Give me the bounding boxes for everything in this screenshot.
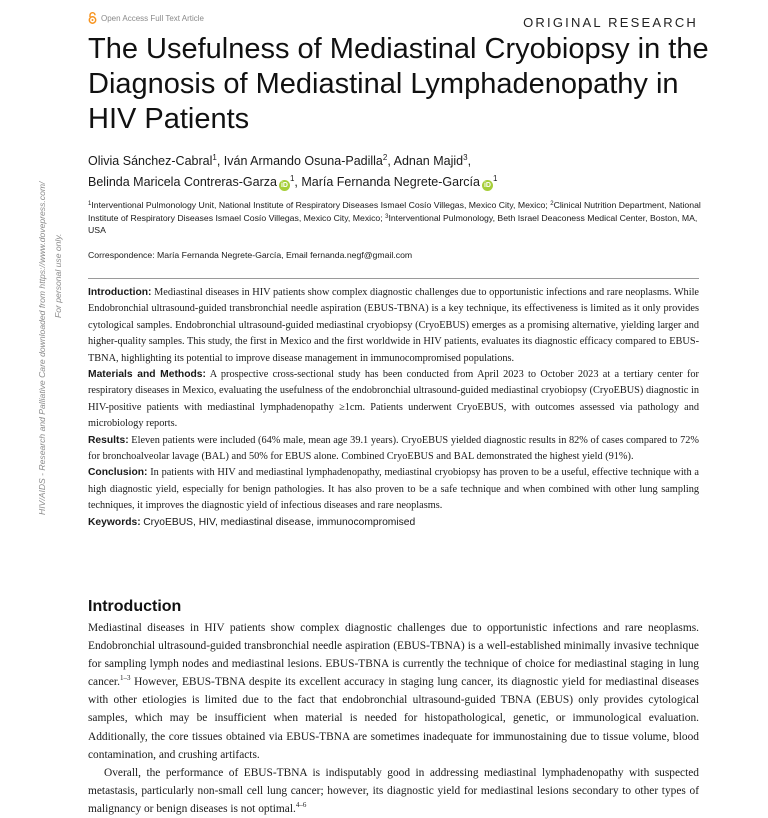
abstract [88, 285, 699, 531]
author-affiliation-ref: 1 [212, 153, 217, 162]
author-affiliation-ref: 1 [289, 174, 295, 183]
paragraph-text: Mediastinal diseases in HIV patients show complex diagnostic challenges due to opportunistic infections and rare neoplasms. Endobronchial ultrasound-guided transbronchial needle aspiration (EBUS-TBNA) is a well-established minimally invasive technique for sampling lymph nodes and mediastinal lesions. EBUS-TBNA is currently the technique of choice for mediastinal staging in lung cancer. [88, 622, 699, 689]
abstract-label: Results: [88, 434, 129, 446]
author-separator: , [467, 154, 472, 168]
author-name: Iván Armando Osuna-Padilla [223, 154, 383, 168]
orcid-icon[interactable]: iD [280, 182, 288, 189]
citation-link[interactable]: 4–6 [295, 800, 307, 809]
author-name: María Fernanda Negrete-García [301, 175, 480, 189]
introduction-paragraph [88, 619, 699, 764]
abstract-results [88, 433, 699, 466]
correspondence: Correspondence: María Fernanda Negrete-García, Email fernanda.negf@gmail.com [88, 250, 413, 260]
paragraph-text: However, EBUS-TBNA despite its excellent accuracy in staging lung cancer, its diagnostic yield for mediastinal diseases with other etiologies is limited due to the fact that endobronchial ultrasound-guided TBNA (EBUS) only provides cytological samples, which may be insufficient when material is needed for histopathological, genetic, or immunological evaluation. Additionally, the core tissues obtained via EBUS-TBNA are sometimes inadequate for immunostaining due to tissue volume, blood contamination, and crushing artifacts. [88, 676, 699, 761]
affiliation-number: 1 [88, 201, 92, 207]
abstract-methods [88, 367, 699, 433]
abstract-text: In patients with HIV and mediastinal lymphadenopathy, mediastinal cryobiopsy has proven to be a useful, effective technique with a high diagnostic yield, especially for benign pathologies. It has also proven to be a safe technique and when combined with other lung sampling techniques, it improves the diagnostic yield of infectious diseases and rare neoplasms. [88, 467, 699, 512]
author-name: Adnan Majid [393, 154, 464, 168]
author-list [88, 151, 728, 193]
affiliation-number: 2 [550, 201, 554, 207]
abstract-label: Conclusion: [88, 467, 148, 479]
keywords-text: CryoEBUS, HIV, mediastinal disease, immunocompromised [143, 516, 416, 528]
citation-link[interactable]: 1–3 [119, 674, 131, 683]
orcid-icon[interactable]: iD [483, 182, 491, 189]
abstract-text: A prospective cross-sectional study has been conducted from April 2023 to October 2023 at a tertiary center for respiratory diseases in Mexico, evaluating the usefulness of the endobronchial ultrasound-guided mediastinal cryobiopsy (CryoEBUS) diagnostic in HIV-positive patients with mediastinal lymphadenopathy ≥1cm. Patients underwent CryoEBUS, with outcomes assessed via pathology and microbiology reports. [88, 369, 699, 430]
open-access-row [88, 12, 204, 24]
paragraph-text: Overall, the performance of EBUS-TBNA is indisputably good in addressing mediastinal lymphadenopathy with suspected metastasis, particularly non-small cell lung cancer; however, its diagnostic yield for mediastinal lesions secondary to other types of malignancy or benign diseases is not optimal. [88, 766, 699, 815]
article-title: The Usefulness of Mediastinal Cryobiopsy in the Diagnosis of Mediastinal Lymphadenopathy in HIV Patients [88, 33, 709, 135]
author-separator: , [294, 175, 302, 189]
affiliation-number: 3 [385, 213, 389, 220]
abstract-text: Mediastinal diseases in HIV patients show complex diagnostic challenges due to opportunistic infections and rare neoplasms. While Endobronchial ultrasound-guided transbronchial needle aspiration (EBUS-TBNA) is a key technique, its effectiveness is limited as it only provides cytological samples. Endobronchial ultrasound-guided mediastinal cryobiopsy (CryoEBUS) emerges as a promising alternative, yielding larger and higher-quality samples. This study, the first in Mexico and the first worldwide in HIV patients, evaluates its diagnostic efficacy compared to EBUS-TBNA, highlighting its potential to improve disease management in immunocompromised populations. [88, 287, 699, 364]
abstract-label: Keywords: [88, 516, 141, 528]
open-access-label: Open Access Full Text Article [101, 13, 205, 23]
abstract-keywords [88, 515, 699, 531]
author-affiliation-ref: 2 [382, 153, 388, 162]
author-name: Belinda Maricela Contreras-Garza [88, 175, 277, 189]
side-download-note [4, 150, 82, 530]
affiliation-text: Clinical Nutrition Department, National Institute of Respiratory Diseases Ismael Cosío Villegas, Mexico City, Mexico; [88, 200, 701, 223]
side-note-line-1: HIV/AIDS - Research and Palliative Care downloaded from https://www.dovepress.com/ [37, 181, 47, 515]
abstract-label: Introduction: [88, 287, 152, 298]
side-note-line-2: For personal use only. [53, 233, 63, 318]
introduction-paragraph [88, 764, 699, 818]
abstract-divider [88, 278, 699, 279]
abstract-text: Eleven patients were included (64% male, mean age 39.1 years). CryoEBUS yielded diagnostic results in 82% of cases compared to 72% for bronchoalveolar lavage (BAL) and 50% for EBUS alone. Combined CryoEBUS and BAL demonstrated the highest yield (91%). [88, 434, 699, 463]
abstract-introduction [88, 285, 699, 367]
introduction-body [88, 619, 699, 818]
abstract-conclusion [88, 465, 699, 514]
affiliations [88, 199, 703, 237]
affiliation-text: Interventional Pulmonology Unit, National Institute of Respiratory Diseases Ismael Cosío Villegas, Mexico City, Mexico; [91, 200, 551, 210]
author-separator: , [387, 154, 394, 168]
author-separator: , [216, 154, 224, 168]
abstract-label: Materials and Methods: [88, 369, 206, 381]
section-label: ORIGINAL RESEARCH [523, 15, 698, 30]
author-name: Olivia Sánchez-Cabral [88, 154, 213, 168]
open-access-icon [88, 12, 97, 24]
author-affiliation-ref: 1 [492, 174, 498, 183]
section-heading-introduction: Introduction [88, 598, 182, 615]
author-affiliation-ref: 3 [463, 153, 468, 162]
affiliation-text: Interventional Pulmonology, Beth Israel Deaconess Medical Center, Boston, MA, USA [88, 212, 698, 235]
